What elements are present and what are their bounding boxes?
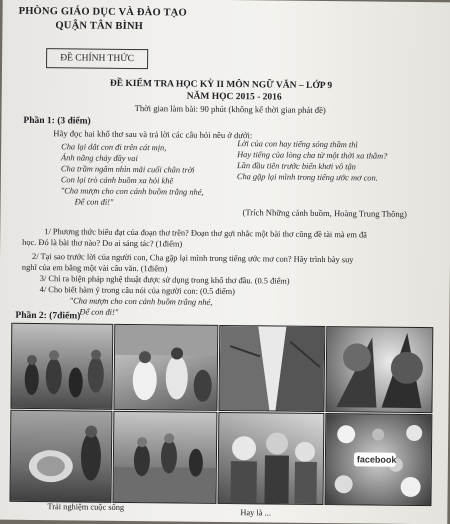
poem-left <box>61 141 205 208</box>
question-line: 2/ Tại sao trước lời của người con, Cha gặp lại mình trong tiếng ước mơ con? Hãy trình bày suy <box>31 251 354 265</box>
photo-alley <box>218 325 325 412</box>
caption-or-else: Hay là ... <box>240 508 271 518</box>
poem-line: Cha lại dắt con đi trên cát mịn, <box>61 142 167 153</box>
part1-heading: Phần 1: (3 điểm) <box>23 115 91 127</box>
poem-line: "Cha mượn cho con cánh buồm trắng nhé, <box>60 186 204 197</box>
photo-volunteers <box>113 324 218 411</box>
exam-title: ĐỀ KIỂM TRA HỌC KỲ II MÔN NGỮ VĂN – LỚP 9 <box>109 78 333 92</box>
poem-line: Ánh nắng chảy đầy vai <box>61 153 138 164</box>
district-name: QUẬN TÂN BÌNH <box>55 20 144 33</box>
poem-line: Hay tiếng của lòng cha từ một thời xa thẳm? <box>237 150 388 161</box>
question-line: 3/ Chỉ ra biện pháp nghệ thuật được sử dụng trong khổ thơ đầu. (0.5 điểm) <box>39 274 290 286</box>
photo-trees <box>325 326 433 413</box>
photo-harvest <box>9 410 112 503</box>
question-list <box>21 226 367 321</box>
photo-people-crowd <box>217 412 324 505</box>
poem-line: Cha trầm ngâm nhìn mãi cuối chân trời <box>60 164 195 175</box>
photo-field-work <box>112 411 217 504</box>
official-label: ĐỀ CHÍNH THỨC <box>46 48 148 69</box>
caption-life-experience: Trải nghiệm cuộc sống <box>47 502 125 512</box>
poem-line: Để con đi!" <box>74 197 114 207</box>
facebook-logo: facebook <box>356 454 397 465</box>
poem-line: Con lại trò cánh buồm xa hỏi khẽ <box>60 175 174 186</box>
question-line: 4/ Cho biết hàm ý trong câu nói của người con: (0.5 điểm) <box>39 285 236 297</box>
question-line: nghĩ của em bằng một vài câu văn. (1điểm) <box>21 262 168 274</box>
poem-line: Lời của con hay tiếng sóng thầm thì <box>237 139 358 150</box>
poem-line: Cha gặp lại mình trong tiếng ước mơ con. <box>236 172 378 183</box>
department-name: PHÒNG GIÁO DỤC VÀ ĐÀO TẠO <box>18 5 187 19</box>
question-line: 1/ Phương thức biểu đạt của đoạn thơ trên? Đoạn thơ gợi nhắc một bài thơ cũng đề tài mà em đã <box>44 227 367 240</box>
question-line: Để con đi!" <box>79 307 119 317</box>
time-note: Thời gian làm bài: 90 phút (không kể thời gian phát đề) <box>134 103 326 116</box>
poem-line: Lần đầu tiên trước biển khơi vô tận <box>236 161 356 172</box>
photo-group-hiking <box>10 323 113 410</box>
poem-source: (Trích Những cánh buồm, Hoàng Trung Thông) <box>242 207 407 219</box>
part2-heading: Phần 2: (7điểm) <box>15 310 81 322</box>
question-line: học. Đó là bài thơ nào? Do ai sáng tác? (1điểm) <box>22 237 183 249</box>
photo-social-media <box>324 413 432 506</box>
question-line: "Cha mượn cho con cánh buồm trắng nhé, <box>69 296 213 307</box>
school-year: NĂM HỌC 2015 - 2016 <box>186 91 282 103</box>
part1-instruction: Hãy đọc hai khổ thơ sau và trả lời các câu hỏi nêu ở dưới: <box>53 128 253 141</box>
poem-right <box>237 138 388 184</box>
